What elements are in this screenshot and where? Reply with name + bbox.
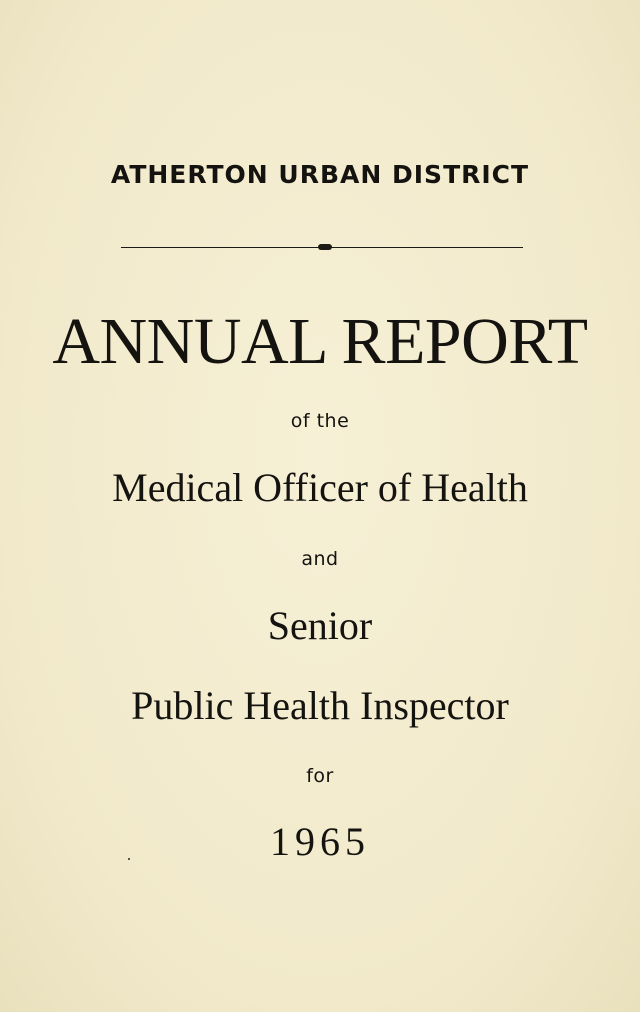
district-heading: ATHERTON URBAN DISTRICT (110, 160, 530, 189)
report-title: ANNUAL REPORT (52, 305, 588, 378)
for-text: for (306, 765, 334, 787)
ink-speck (128, 858, 130, 860)
medical-officer-heading: Medical Officer of Health (112, 465, 528, 510)
senior-heading: Senior (267, 603, 373, 648)
report-year: 1965 (270, 819, 370, 864)
public-health-inspector-heading: Public Health Inspector (131, 683, 509, 728)
divider-ornament (318, 244, 332, 250)
and-text: and (301, 548, 339, 570)
of-the-text: of the (290, 410, 350, 432)
